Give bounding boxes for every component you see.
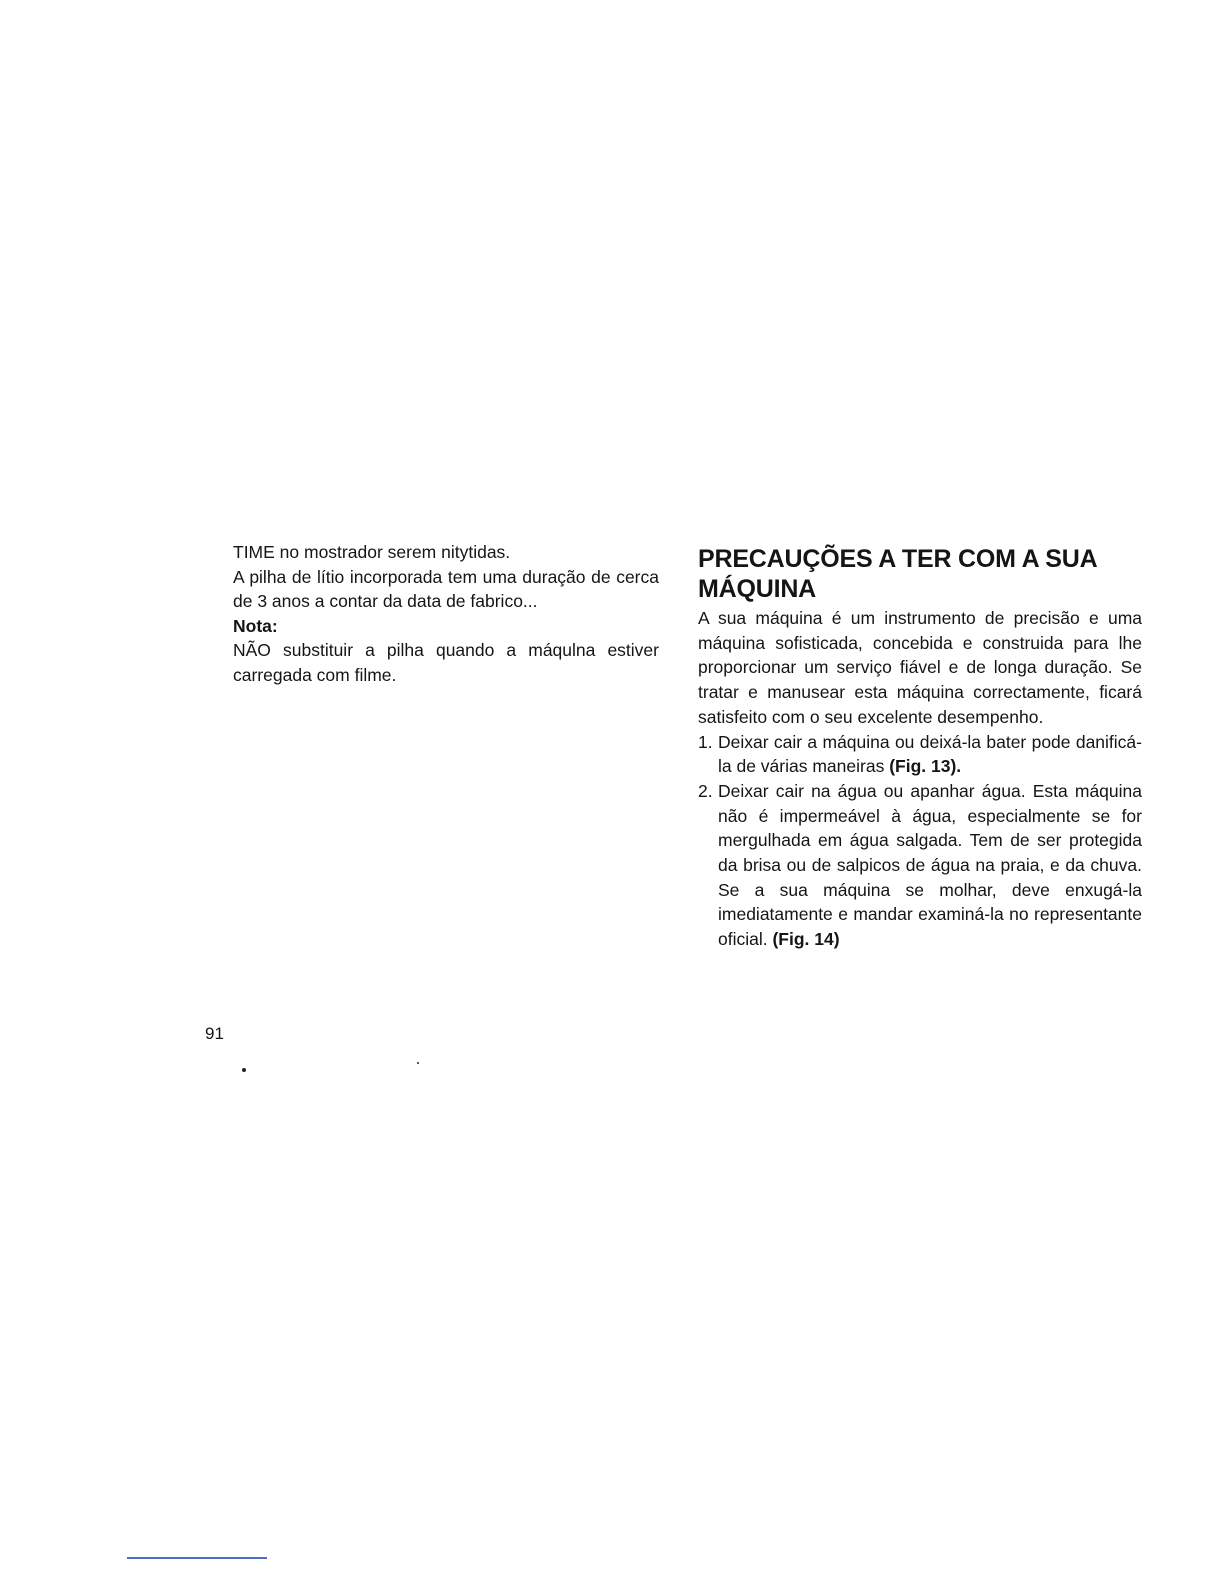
section-heading: PRECAUÇÕES A TER COM A SUA MÁQUINA xyxy=(698,545,1097,603)
bottom-rule xyxy=(127,1557,267,1559)
left-column xyxy=(233,540,659,687)
note-heading: Nota: xyxy=(233,615,278,636)
list-item xyxy=(698,779,1142,952)
list-item-text: Deixar cair a máquina ou deixá-la bater pode danificá-la de várias maneiras xyxy=(718,731,1142,777)
right-column xyxy=(698,544,1142,952)
scan-speck xyxy=(242,1068,246,1072)
scan-speck xyxy=(417,1062,419,1064)
figure-reference: (Fig. 14) xyxy=(772,929,840,950)
note-text: NÃO substituir a pilha quando a máqulna estiver carregada com filme. xyxy=(233,640,659,685)
page-number: 91 xyxy=(205,1024,224,1043)
figure-reference: (Fig. 13). xyxy=(889,756,962,777)
list-item-body xyxy=(718,779,1142,952)
list-item-number: 2. xyxy=(698,780,713,801)
precautions-list xyxy=(698,730,1142,952)
continuation-line: TIME no mostrador serem nitytidas. xyxy=(233,542,511,562)
list-item-text: Deixar cair na água ou apanhar água. Esta máquina não é impermeável à água, especialmente se for mergulhada em água salgada. Tem de ser protegida da brisa ou de salpicos de água na praia, e da chuva. Se a sua máquina se molhar, deve enxugá-la imediatamente e mandar examiná-la no representante oficial. xyxy=(718,780,1142,950)
battery-paragraph: A pilha de lítio incorporada tem uma duração de cerca de 3 anos a contar da data de fabrico... xyxy=(233,566,659,611)
list-item-number: 1. xyxy=(698,731,713,752)
list-item xyxy=(698,730,1142,779)
intro-paragraph: A sua máquina é um instrumento de precisão e uma máquina sofisticada, concebida e construida para lhe proporcionar um serviço fiável e de longa duração. Se tratar e manusear esta máquina correctamente, ficará satisfeito com o seu excelente desempenho. xyxy=(698,608,1142,727)
list-item-body xyxy=(718,730,1142,779)
